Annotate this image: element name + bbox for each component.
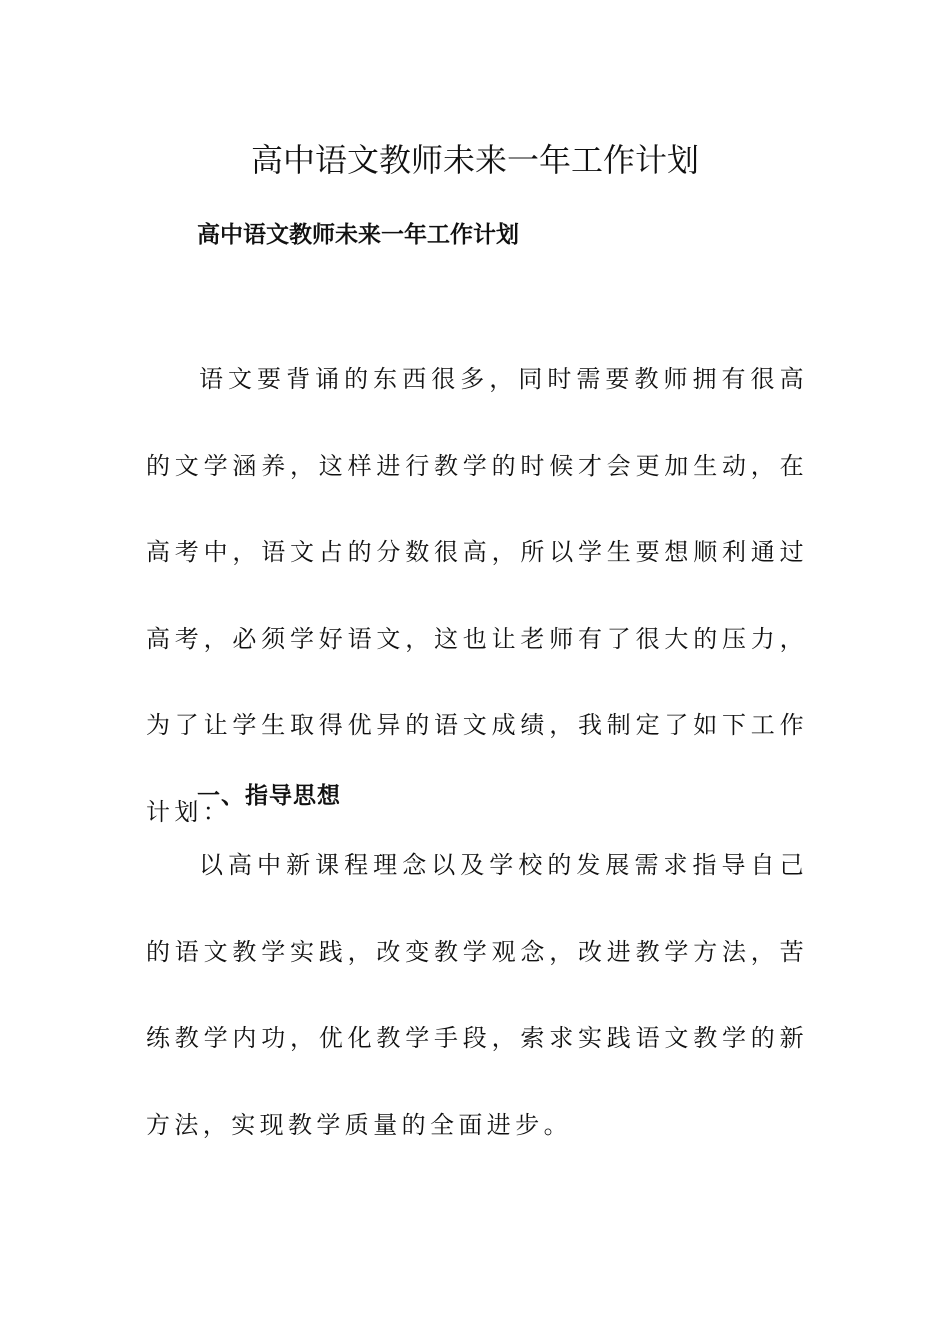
document-subtitle: 高中语文教师未来一年工作计划: [197, 222, 519, 248]
section-heading-guiding-ideology: 一、指导思想: [197, 783, 341, 809]
section-body-guiding-ideology: 以高中新课程理念以及学校的发展需求指导自己的语文教学实践，改变教学观念，改进教学方法，苦练教学内功，优化教学手段，索求实践语文教学的新方法，实现教学质量的全面进步。: [146, 851, 808, 1139]
intro-paragraph: 语文要背诵的东西很多，同时需要教师拥有很高的文学涵养，这样进行教学的时候才会更加生动，在高考中，语文占的分数很高，所以学生要想顺利通过高考，必须学好语文，这也让老师有了很大的压力，为了让学生取得优异的语文成绩，我制定了如下工作计划：: [146, 365, 808, 826]
document-title: 高中语文教师未来一年工作计划: [250, 141, 699, 179]
